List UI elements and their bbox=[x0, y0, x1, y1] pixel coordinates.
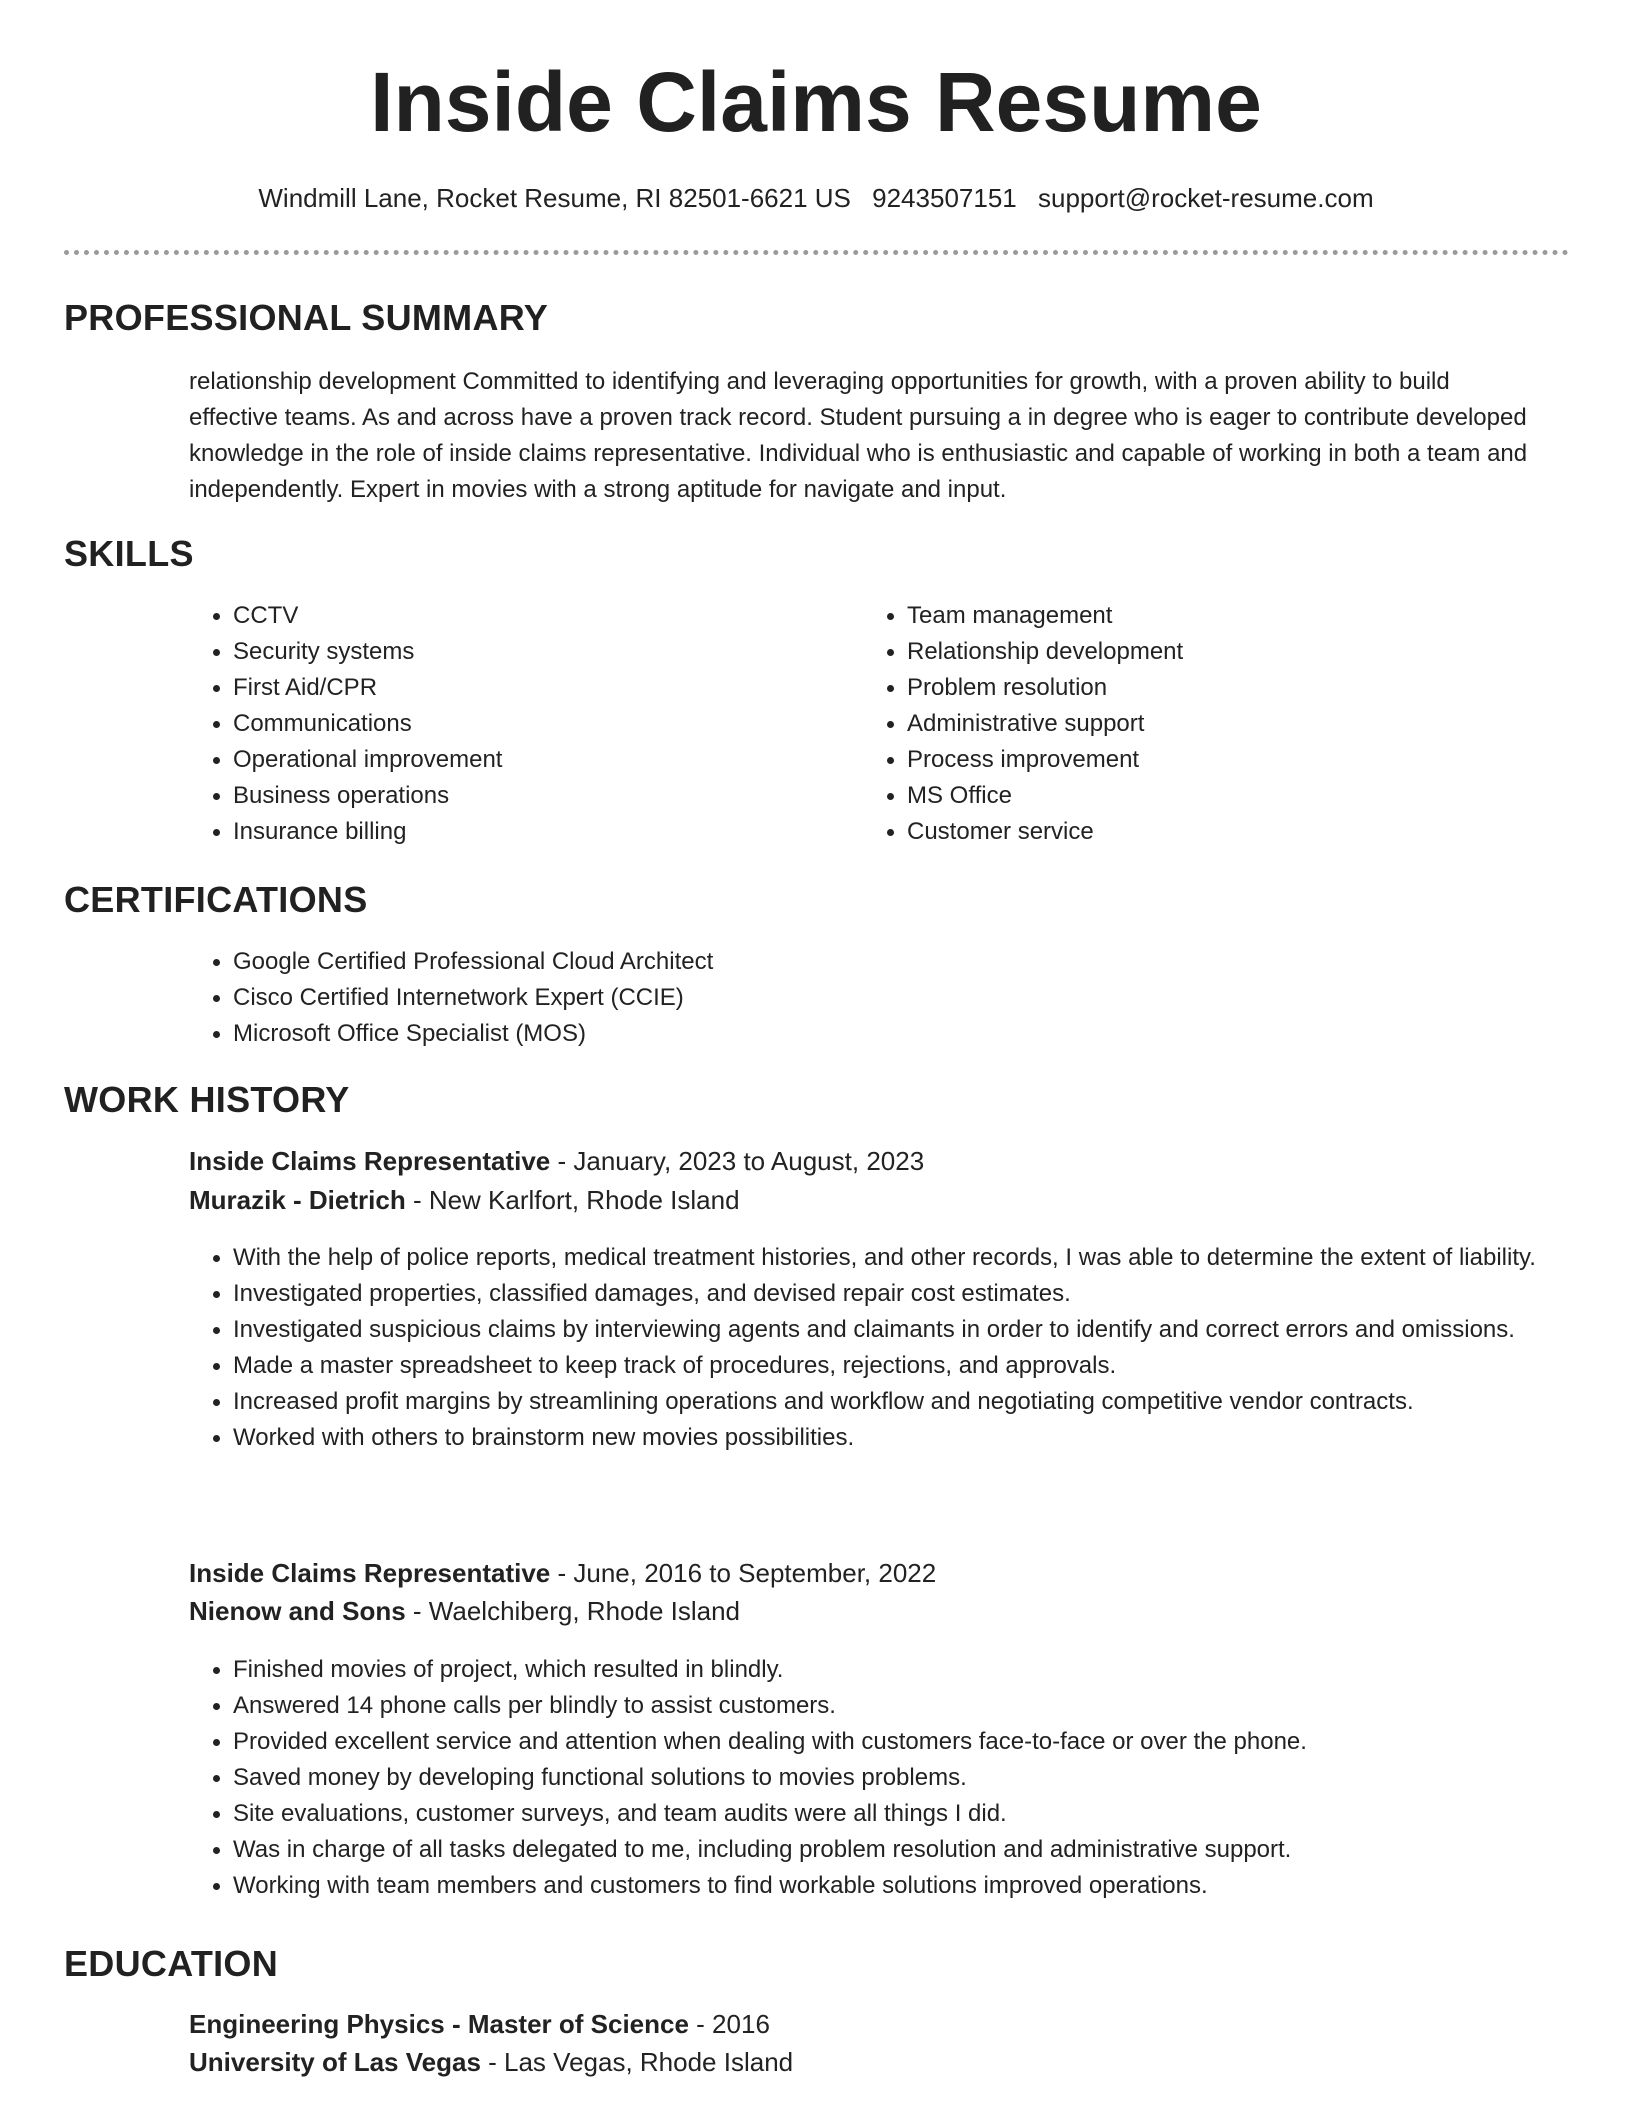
list-item: • Business operations bbox=[233, 778, 853, 814]
list-item: • Administrative support bbox=[907, 706, 1547, 742]
section-heading-education: EDUCATION bbox=[64, 1943, 279, 1984]
list-item: • CCTV bbox=[233, 598, 853, 634]
list-item: • Made a master spreadsheet to keep track of procedures, rejections, and approvals. bbox=[233, 1348, 1563, 1384]
header-divider bbox=[64, 250, 1569, 255]
list-item: • Was in charge of all tasks delegated to me, including problem resolution and administrative support. bbox=[233, 1832, 1563, 1868]
list-item: • Increased profit margins by streamlining operations and workflow and negotiating competitive vendor contracts. bbox=[233, 1384, 1563, 1420]
list-item: • Worked with others to brainstorm new movies possibilities. bbox=[233, 1420, 1563, 1456]
list-item: • Answered 14 phone calls per blindly to assist customers. bbox=[233, 1688, 1563, 1724]
job-dates: - June, 2016 to September, 2022 bbox=[550, 1558, 937, 1588]
summary-text: relationship development Committed to identifying and leveraging opportunities for growth, with a proven ability to build effective teams. As and across have a proven track record. Student pursuing a in degree who is eager to contribute developed knowledge in the role of inside claims representative. Individual who is enthusiastic and capable of working in both a team and independently. Expert in movies with a strong aptitude for navigate and input. bbox=[189, 368, 1528, 503]
list-item: • Security systems bbox=[233, 634, 853, 670]
list-item: • Problem resolution bbox=[907, 670, 1547, 706]
contact-phone: 9243507151 bbox=[872, 183, 1017, 213]
skills-list-right bbox=[863, 598, 1547, 850]
job-bullets bbox=[189, 1240, 1563, 1456]
list-item: • Finished movies of project, which resulted in blindly. bbox=[233, 1652, 1563, 1688]
job-title: Inside Claims Representative bbox=[189, 1146, 551, 1176]
job-company-line bbox=[189, 1592, 740, 1630]
job-title: Inside Claims Representative bbox=[189, 1558, 551, 1588]
section-heading-summary: PROFESSIONAL SUMMARY bbox=[64, 297, 549, 338]
education-degree-line bbox=[189, 2005, 770, 2043]
list-item: • Saved money by developing functional solutions to movies problems. bbox=[233, 1760, 1563, 1796]
list-item: • Google Certified Professional Cloud Architect bbox=[233, 944, 1533, 980]
list-item: • Site evaluations, customer surveys, and team audits were all things I did. bbox=[233, 1796, 1563, 1832]
education-school-line bbox=[189, 2043, 793, 2081]
certifications-list bbox=[189, 944, 1533, 1052]
education-degree: Engineering Physics - Master of Science bbox=[189, 2009, 689, 2039]
list-item: • Relationship development bbox=[907, 634, 1547, 670]
job-company-line bbox=[189, 1181, 740, 1219]
contact-address: Windmill Lane, Rocket Resume, RI 82501-6621 US bbox=[258, 183, 851, 213]
job-company: Nienow and Sons bbox=[189, 1596, 406, 1626]
contact-email: support@rocket-resume.com bbox=[1037, 183, 1374, 213]
job-title-line bbox=[189, 1554, 936, 1592]
job-bullets bbox=[189, 1652, 1563, 1904]
list-item: • Microsoft Office Specialist (MOS) bbox=[233, 1016, 1533, 1052]
list-item: • Communications bbox=[233, 706, 853, 742]
job-location: - Waelchiberg, Rhode Island bbox=[405, 1596, 741, 1626]
job-location: - New Karlfort, Rhode Island bbox=[405, 1185, 740, 1215]
job-title-line bbox=[189, 1142, 924, 1180]
job-company: Murazik - Dietrich bbox=[189, 1185, 406, 1215]
education-school: University of Las Vegas bbox=[189, 2047, 481, 2077]
list-item: • Investigated suspicious claims by interviewing agents and claimants in order to identify and correct errors and omissions. bbox=[233, 1312, 1563, 1348]
list-item: • Insurance billing bbox=[233, 814, 853, 850]
education-year: - 2016 bbox=[688, 2009, 770, 2039]
resume-title: Inside Claims Resume bbox=[370, 55, 1262, 149]
list-item: • Cisco Certified Internetwork Expert (CCIE) bbox=[233, 980, 1533, 1016]
job-dates: - January, 2023 to August, 2023 bbox=[550, 1146, 925, 1176]
skills-list-left bbox=[189, 598, 853, 850]
list-item: • First Aid/CPR bbox=[233, 670, 853, 706]
list-item: • Customer service bbox=[907, 814, 1547, 850]
list-item: • Working with team members and customers to find workable solutions improved operations. bbox=[233, 1868, 1563, 1904]
list-item: • With the help of police reports, medical treatment histories, and other records, I was able to determine the extent of liability. bbox=[233, 1240, 1563, 1276]
section-heading-skills: SKILLS bbox=[64, 533, 194, 574]
section-heading-work-history: WORK HISTORY bbox=[64, 1079, 350, 1120]
education-location: - Las Vegas, Rhode Island bbox=[480, 2047, 794, 2077]
list-item: • Team management bbox=[907, 598, 1547, 634]
list-item: • Provided excellent service and attention when dealing with customers face-to-face or over the phone. bbox=[233, 1724, 1563, 1760]
list-item: • Process improvement bbox=[907, 742, 1547, 778]
list-item: • MS Office bbox=[907, 778, 1547, 814]
section-heading-certifications: CERTIFICATIONS bbox=[64, 879, 368, 920]
list-item: • Operational improvement bbox=[233, 742, 853, 778]
list-item: • Investigated properties, classified damages, and devised repair cost estimates. bbox=[233, 1276, 1563, 1312]
contact-line bbox=[0, 180, 1632, 216]
